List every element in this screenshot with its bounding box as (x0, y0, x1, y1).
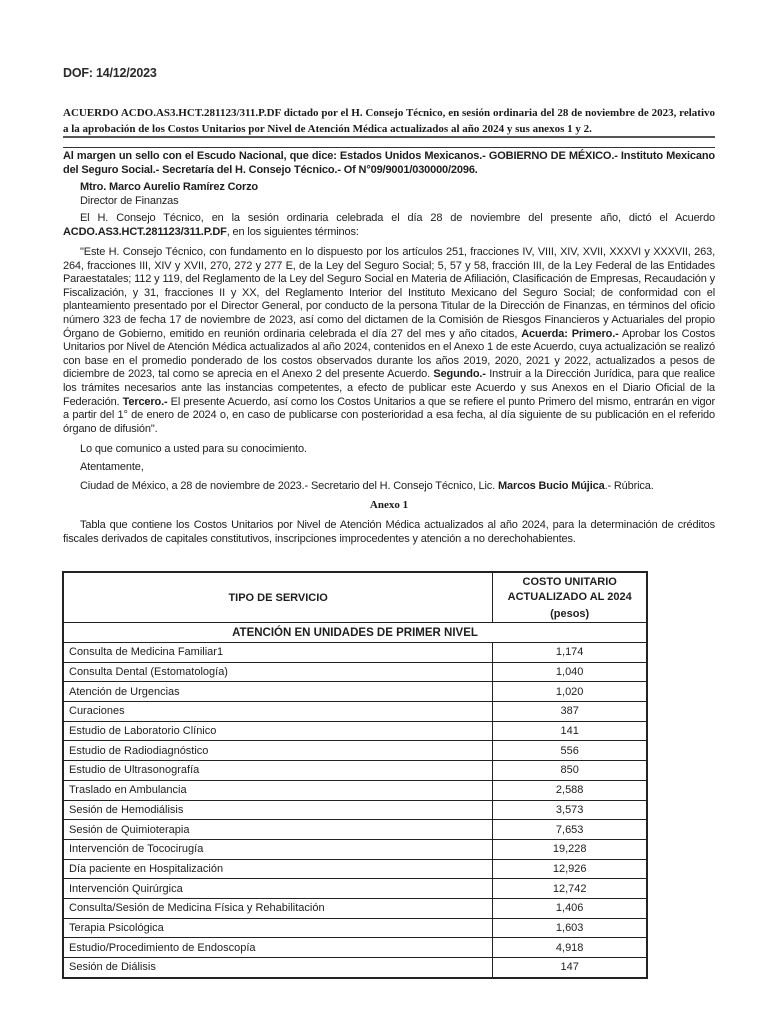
quote-paragraph (63, 246, 715, 436)
service-cell: Atención de Urgencias (63, 682, 493, 702)
anexo-title: Anexo 1 (369, 499, 409, 511)
service-cell: Intervención Quirúrgica (63, 879, 493, 899)
service-cell: Consulta/Sesión de Medicina Física y Rehabilitación (63, 898, 493, 918)
cost-cell: 7,653 (493, 820, 647, 840)
cost-cell: 387 (493, 702, 647, 722)
table-header-row (63, 572, 647, 623)
table-row (63, 721, 647, 741)
service-cell: Sesión de Hemodiálisis (63, 800, 493, 820)
title-rule-top (63, 136, 715, 138)
service-cell: Sesión de Quimioterapia (63, 820, 493, 840)
intro-tail: , en los siguientes términos: (226, 225, 359, 238)
signatory-name: Marcos Bucio Mújica (497, 480, 605, 492)
header-costo-line-3: (pesos) (550, 608, 590, 620)
quote-part-3: Instruir a la Dirección Jurídica, para que realice los trámites necesarios ante las instancias competentes, a efecto de publicar este Acuerdo y sus Anexos en el Diario Oficial de la Federación. (63, 368, 715, 408)
cost-cell: 147 (493, 958, 647, 978)
table-row (63, 879, 647, 899)
signature-line (63, 480, 715, 494)
costs-table (62, 571, 648, 979)
table-row (63, 780, 647, 800)
table-row (63, 859, 647, 879)
header-costo-unitario (493, 572, 647, 623)
table-row (63, 761, 647, 781)
service-cell: Día paciente en Hospitalización (63, 859, 493, 879)
service-cell: Curaciones (63, 702, 493, 722)
quote-acuerda-label: Acuerda: Primero.- (521, 327, 619, 340)
quote-part-4: El presente Acuerdo, así como los Costos Unitarios a que se refiere el punto Primero del mismo, entrarán en vigor a partir del 1° de enero de 2024 o, en caso de publicarse con posterioridad a esa fecha, al día siguiente de su publicación en el referido órgano de difusión". (63, 395, 715, 435)
header-costo-line-1: COSTO UNITARIO (522, 576, 617, 588)
recipient-title: Director de Finanzas (80, 195, 179, 207)
cost-cell: 141 (493, 721, 647, 741)
table-row (63, 702, 647, 722)
cost-cell: 4,918 (493, 938, 647, 958)
acuerdo-title: ACUERDO ACDO.AS3.HCT.281123/311.P.DF dictado por el H. Consejo Técnico, en sesión ordinaria del 28 de noviembre de 2023, relativo a la aprobación de los Costos Unitarios por Nivel de Atención Médica actualizados al año 2024 y sus anexos 1 y 2. (63, 107, 715, 135)
quote-part-2: Aprobar los Costos Unitarios por Nivel de Atención Médica actualizados al año 2024, contenidos en el Anexo 1 de este Acuerdo, cuya actualización se realizó con base en el promedio ponderado de los costos observados durante los años 2019, 2020, 2021 y 2022, actualizados a pesos de diciembre de 2023, tal como se aprecia en el Anexo 2 del presente Acuerdo. (63, 327, 716, 381)
dof-date: DOF: 14/12/2023 (63, 66, 157, 80)
table-row (63, 820, 647, 840)
signature-text: Ciudad de México, a 28 de noviembre de 2023.- Secretario del H. Consejo Técnico, Lic. (80, 480, 498, 492)
cost-cell: 1,603 (493, 918, 647, 938)
intro-text: El H. Consejo Técnico, en la sesión ordinaria celebrada el día 28 de noviembre del presente año, dictó el Acuerdo (80, 212, 715, 224)
service-cell: Estudio de Radiodiagnóstico (63, 741, 493, 761)
table-body (63, 623, 647, 978)
table-row (63, 800, 647, 820)
service-cell: Sesión de Diálisis (63, 958, 493, 978)
cost-cell: 556 (493, 741, 647, 761)
section-label: ATENCIÓN EN UNIDADES DE PRIMER NIVEL (63, 623, 647, 643)
comunico-line: Lo que comunico a usted para su conocimiento. (80, 443, 307, 455)
service-cell: Traslado en Ambulancia (63, 780, 493, 800)
signature-tail: .- Rúbrica. (604, 480, 654, 492)
atentamente-line: Atentamente, (80, 461, 144, 473)
quote-tercero-label: Tercero.- (122, 395, 168, 408)
service-cell: Consulta Dental (Estomatología) (63, 662, 493, 682)
cost-cell: 850 (493, 761, 647, 781)
sello-paragraph: Al margen un sello con el Escudo Nacional, que dice: Estados Unidos Mexicanos.- GOBIERNO DE MÉXICO.- Instituto Mexicano del Seguro Social.- Secretaría del H. Consejo Técnico.- Of N°09/9001/030000/2096. (63, 150, 715, 176)
intro-acuerdo-id: ACDO.AS3.HCT.281123/311.P.DF (63, 225, 227, 238)
table-row (63, 682, 647, 702)
service-cell: Terapia Psicológica (63, 918, 493, 938)
recipient-name: Mtro. Marco Aurelio Ramírez Corzo (80, 181, 259, 193)
cost-cell: 2,588 (493, 780, 647, 800)
service-cell: Intervención de Tococirugía (63, 839, 493, 859)
service-cell: Estudio/Procedimiento de Endoscopía (63, 938, 493, 958)
cost-cell: 1,020 (493, 682, 647, 702)
header-tipo-servicio: TIPO DE SERVICIO (63, 572, 493, 623)
table-row (63, 741, 647, 761)
cost-cell: 1,174 (493, 643, 647, 663)
table-row (63, 643, 647, 663)
cost-cell: 12,742 (493, 879, 647, 899)
anexo-description: Tabla que contiene los Costos Unitarios por Nivel de Atención Médica actualizados al año 2024, para la determinación de créditos fiscales derivados de capitales constitutivos, inscripciones improcedentes y atención a no derechohabientes. (63, 519, 715, 545)
quote-part-1: "Este H. Consejo Técnico, con fundamento en lo dispuesto por los artículos 251, fracciones IV, VIII, XIV, XVII, XXXVI y XXXVII, 263, 264, fracciones III, XIV y XVII, 270, 272 y 277 E, de la Ley del Seguro Social; 5, 57 y 58, fracción III, de la Ley Federal de las Entidades Paraestatales; 112 y 119, del Reglamento de la Ley del Seguro Social en Materia de Afiliación, Clasificación de Empresas, Recaudación y Fiscalización, y 31, fracciones II y XX, del Reglamento Interior del Instituto Mexicano del Seguro Social; de conformidad con el planteamiento presentado por el Director General, por conducto de la persona Titular de la Dirección de Finanzas, en términos del oficio número 323 de fecha 17 de noviembre de 2023, así como del dictamen de la Comisión de Riesgos Financieros y Actuariales del propio Órgano de Gobierno, emitido en reunión ordinaria celebrada el día 27 del mes y año citados, (63, 246, 715, 340)
table-row (63, 918, 647, 938)
header-costo-line-2: ACTUALIZADO AL 2024 (507, 591, 632, 603)
intro-paragraph (63, 212, 715, 239)
table-row (63, 938, 647, 958)
quote-segundo-label: Segundo.- (433, 368, 486, 381)
table-row (63, 839, 647, 859)
cost-cell: 3,573 (493, 800, 647, 820)
service-cell: Estudio de Ultrasonografía (63, 761, 493, 781)
cost-cell: 1,406 (493, 898, 647, 918)
table-row (63, 898, 647, 918)
cost-cell: 19,228 (493, 839, 647, 859)
table-row (63, 662, 647, 682)
cost-cell: 1,040 (493, 662, 647, 682)
service-cell: Estudio de Laboratorio Clínico (63, 721, 493, 741)
cost-cell: 12,926 (493, 859, 647, 879)
table-row (63, 958, 647, 978)
title-rule-bottom (63, 147, 715, 148)
section-row (63, 623, 647, 643)
service-cell: Consulta de Medicina Familiar1 (63, 643, 493, 663)
